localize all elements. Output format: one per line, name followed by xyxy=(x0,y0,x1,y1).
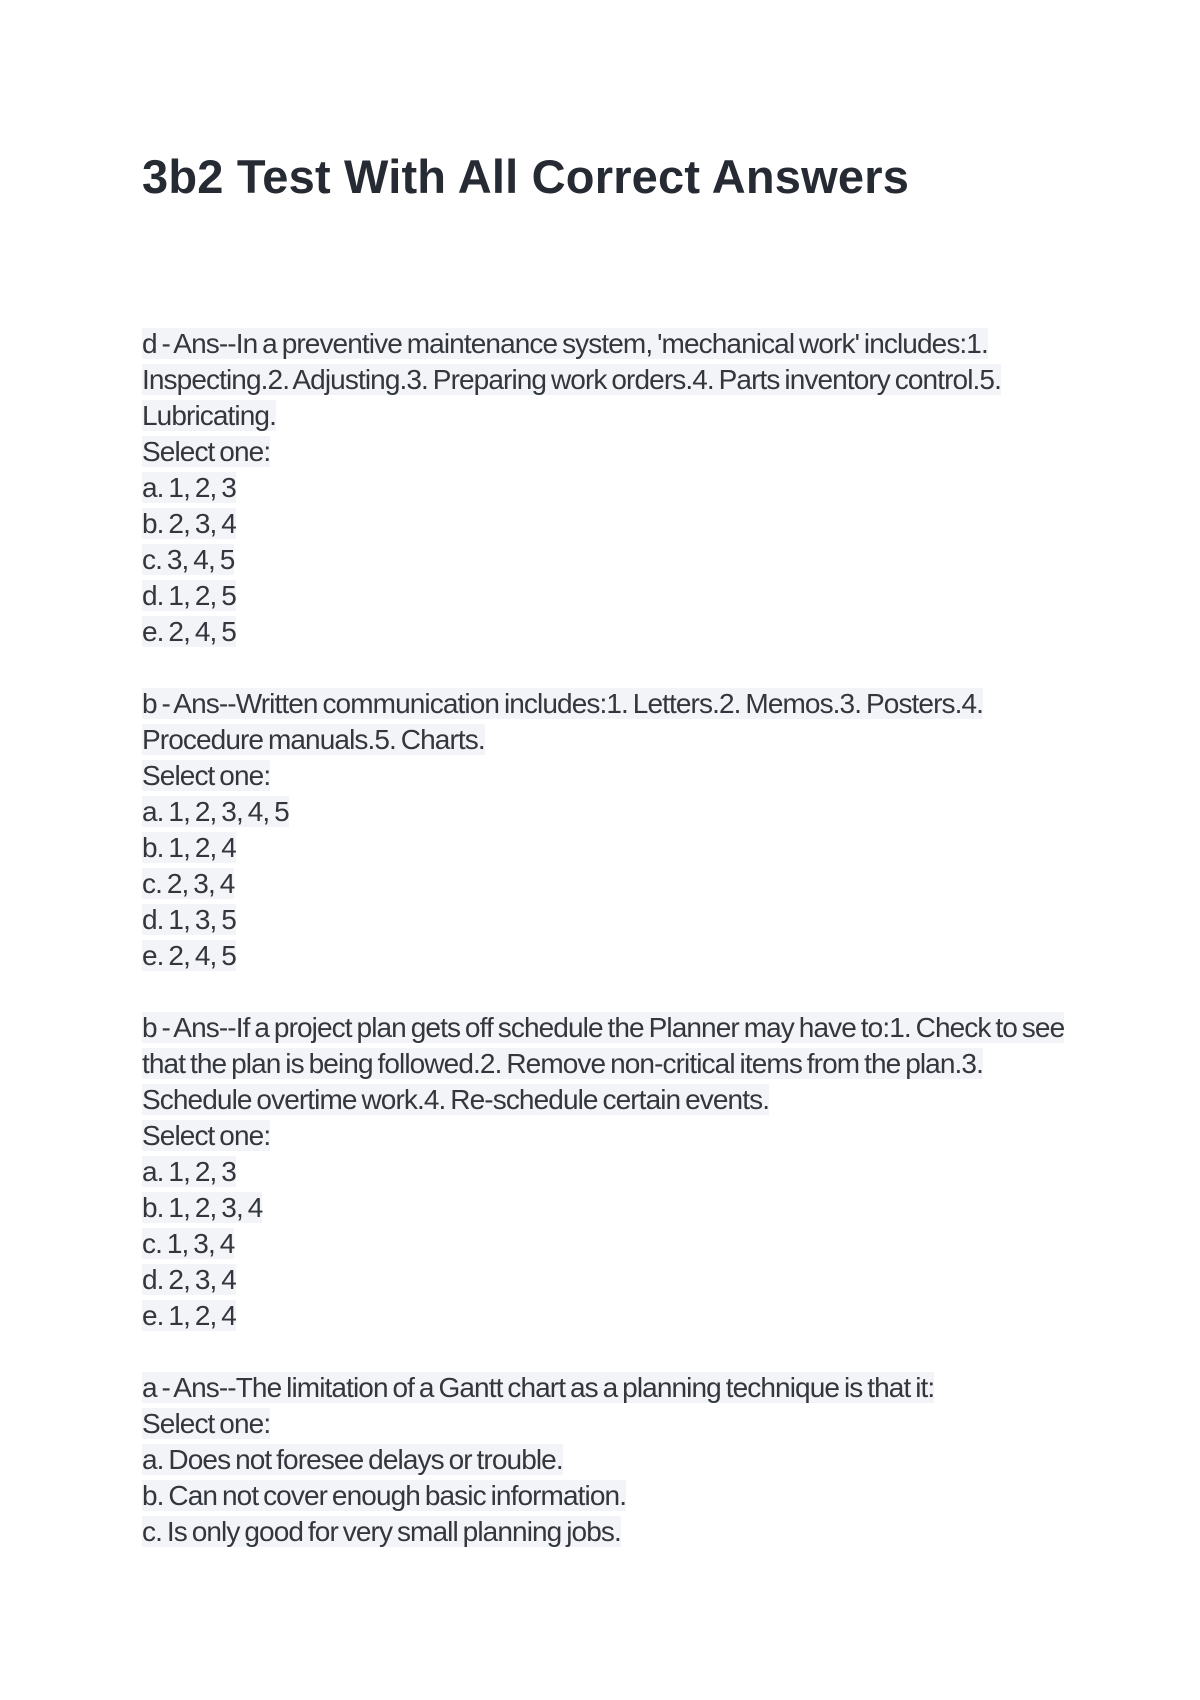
answer-option: e. 1, 2, 4 xyxy=(142,1300,236,1332)
answer-option: d. 1, 2, 5 xyxy=(142,580,236,612)
question-stem: d - Ans--In a preventive maintenance system, 'mechanical work' includes:1. Inspecting.2. Adjusting.3. Preparing work orders.4. Parts inventory control.5. Lubricating. xyxy=(142,328,1001,432)
answer-option: a. Does not foresee delays or trouble. xyxy=(142,1444,563,1476)
select-one-label: Select one: xyxy=(142,436,271,468)
answer-option: a. 1, 2, 3, 4, 5 xyxy=(142,796,289,828)
answer-option: b. 1, 2, 3, 4 xyxy=(142,1192,263,1224)
question-item xyxy=(142,1010,1082,1334)
answer-option: c. 1, 3, 4 xyxy=(142,1228,235,1260)
question-stem: b - Ans--Written communication includes:1. Letters.2. Memos.3. Posters.4. Procedure manuals.5. Charts. xyxy=(142,688,984,756)
question-list xyxy=(142,326,1082,1550)
document-page xyxy=(142,150,1082,1586)
page-title: 3b2 Test With All Correct Answers xyxy=(142,150,910,203)
question-stem: b - Ans--If a project plan gets off schedule the Planner may have to:1. Check to see that the plan is being followed.2. Remove non-critical items from the plan.3. Schedule overtime work.4. Re-schedule certain events. xyxy=(142,1012,1065,1116)
question-item xyxy=(142,326,1082,650)
question-item xyxy=(142,686,1082,974)
answer-option: c. 2, 3, 4 xyxy=(142,868,235,900)
answer-option: c. Is only good for very small planning jobs. xyxy=(142,1516,621,1548)
answer-option: d. 1, 3, 5 xyxy=(142,904,236,936)
answer-option: b. 1, 2, 4 xyxy=(142,832,236,864)
answer-option: a. 1, 2, 3 xyxy=(142,1156,236,1188)
answer-option: e. 2, 4, 5 xyxy=(142,940,236,972)
question-item xyxy=(142,1370,1082,1550)
answer-option: d. 2, 3, 4 xyxy=(142,1264,236,1296)
select-one-label: Select one: xyxy=(142,1120,271,1152)
select-one-label: Select one: xyxy=(142,1408,271,1440)
answer-option: c. 3, 4, 5 xyxy=(142,544,235,576)
answer-option: a. 1, 2, 3 xyxy=(142,472,236,504)
answer-option: b. Can not cover enough basic information. xyxy=(142,1480,627,1512)
answer-option: e. 2, 4, 5 xyxy=(142,616,236,648)
select-one-label: Select one: xyxy=(142,760,271,792)
question-stem: a - Ans--The limitation of a Gantt chart as a planning technique is that it: xyxy=(142,1372,935,1404)
answer-option: b. 2, 3, 4 xyxy=(142,508,236,540)
